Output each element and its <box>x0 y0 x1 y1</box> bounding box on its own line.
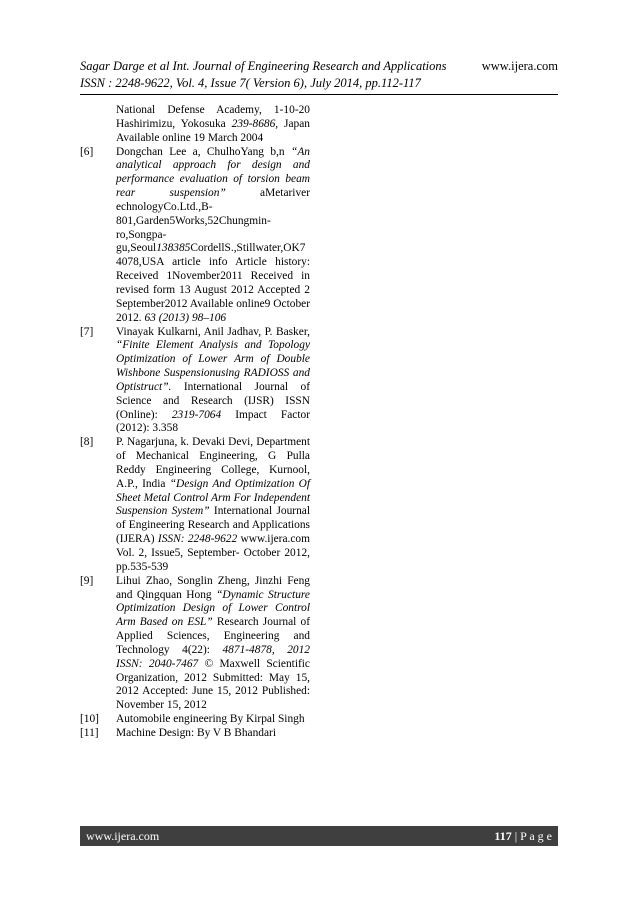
reference-item <box>80 326 310 437</box>
reference-number: [6] <box>80 145 94 158</box>
reference-item <box>80 713 310 727</box>
reference-continuation: National Defense Academy, 1-10-20 Hashirimizu, Yokosuka 239-8686, Japan Available online 19 March 2004 <box>116 104 310 144</box>
journal-header-issn: ISSN : 2248-9622, Vol. 4, Issue 7( Version 6), July 2014, pp.112-117 <box>80 76 421 90</box>
reference-text: Lihui Zhao, Songlin Zheng, Jinzhi Feng and Qingquan Hong “Dynamic Structure Optimization Design of Lower Control Arm Based on ESL” Research Journal of Applied Sciences, Engineering and Technology 4(22): 4871-4878, 2012 ISSN: 2040-7467 © Maxwell Scientific Organization, 2012 Submitted: May 15, 2012 Accepted: June 15, 2012 Published: November 15, 2012 <box>116 574 310 712</box>
page-footer <box>80 826 558 846</box>
reference-list <box>80 104 310 741</box>
reference-text: Vinayak Kulkarni, Anil Jadhav, P. Basker, “Finite Element Analysis and Topology Optimization of Lower Arm of Double Wishbone Suspensionusing RADIOSS and Optistruct”. International Journal of Science and Research (IJSR) ISSN (Online): 2319-7064 Impact Factor (2012): 3.358 <box>116 325 310 435</box>
journal-header-url: www.ijera.com <box>481 59 558 73</box>
reference-text: Dongchan Lee a, ChulhoYang b,n “An analytical approach for design and performance evaluation of torsion beam rear suspension” aMetariver echnologyCo.Ltd.,B-801,Garden5Works,52Chungmin-ro,Songpa-gu,Seoul138385CordellS.,Stillwater,OK74078,USA article info Article history: Received 1November2011 Received in revised form 13 August 2012 Accepted 2 September2012 Available online9 October 2012. 63 (2013) 98–106 <box>116 145 310 324</box>
reference-item <box>80 436 310 574</box>
reference-text: Machine Design: By V B Bhandari <box>116 726 276 739</box>
reference-number: [11] <box>80 726 99 739</box>
reference-text: P. Nagarjuna, k. Devaki Devi, Department of Mechanical Engineering, G Pulla Reddy Engineering College, Kurnool, A.P., India “Design And Optimization Of Sheet Metal Control Arm For Independent Suspension System” International Journal of Engineering Research and Applications (IJERA) ISSN: 2248-9622 www.ijera.com Vol. 2, Issue5, September- October 2012, pp.535-539 <box>116 436 310 573</box>
journal-header-title: Sagar Darge et al Int. Journal of Engineering Research and Applications <box>80 59 447 73</box>
reference-item <box>80 146 310 326</box>
footer-url: www.ijera.com <box>86 828 160 843</box>
reference-number: [8] <box>80 436 94 449</box>
header-divider <box>80 94 558 95</box>
reference-text: Automobile engineering By Kirpal Singh <box>116 713 305 726</box>
reference-number: [10] <box>80 713 99 726</box>
reference-number: [7] <box>80 325 94 338</box>
page-number: 117 | P a g e <box>494 828 552 843</box>
reference-item <box>80 575 310 713</box>
reference-item <box>80 727 310 741</box>
reference-number: [9] <box>80 574 94 587</box>
